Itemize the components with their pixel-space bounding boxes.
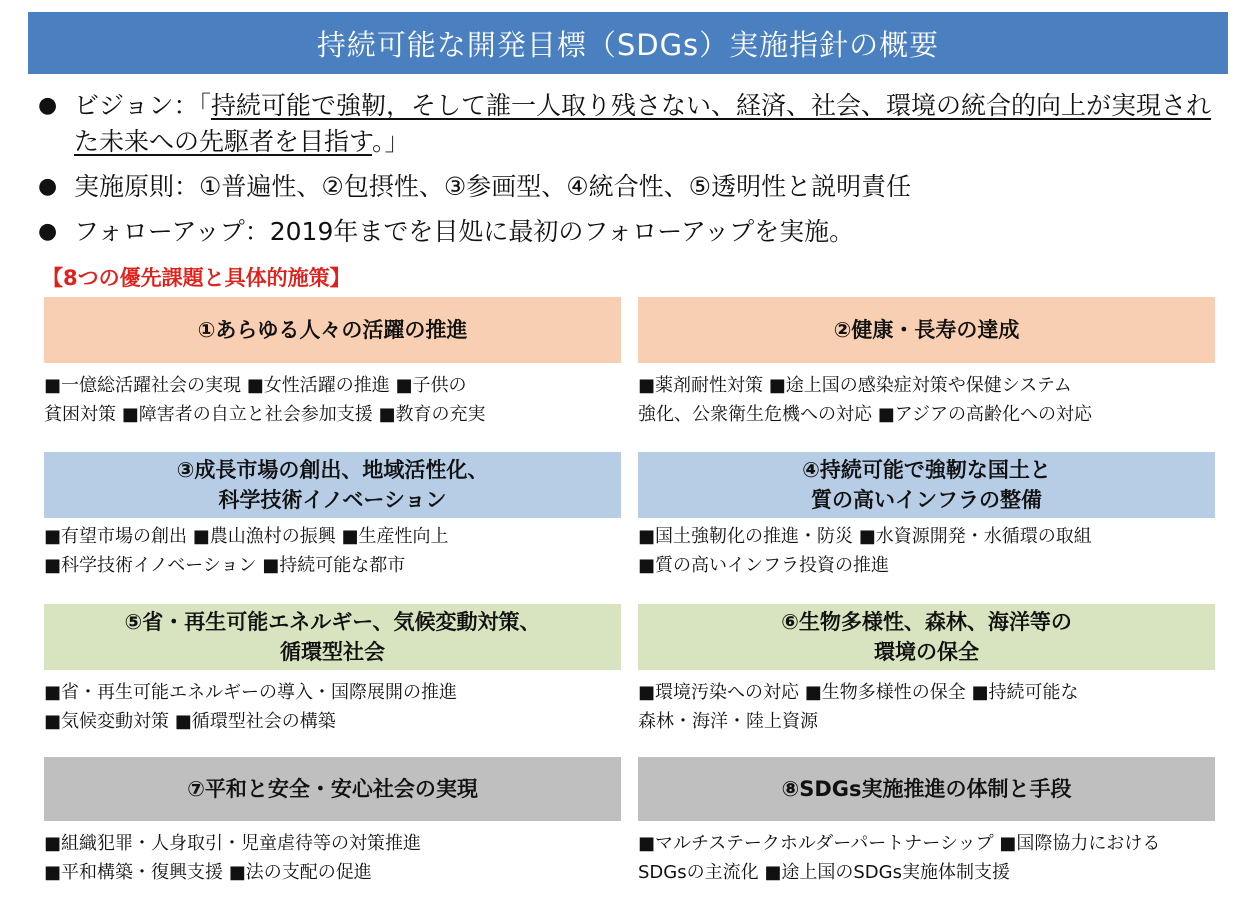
bullet-icon: ● <box>38 219 58 244</box>
bullet-vision <box>38 88 1228 160</box>
section-heading: 【8つの優先課題と具体的施策】 <box>42 266 351 290</box>
priority-card-4 <box>638 452 1215 580</box>
principles-text: 実施原則：①普遍性、②包摂性、③参画型、④統合性、⑤透明性と説明責任 <box>74 172 912 201</box>
priority-title: ③成長市場の創出、地域活性化、 科学技術イノベーション <box>44 452 621 518</box>
priority-card-7 <box>44 757 621 887</box>
bullet-followup <box>38 214 1228 250</box>
priority-title: ⑦平和と安全・安心社会の実現 <box>44 757 621 821</box>
priority-card-8 <box>638 757 1215 887</box>
priority-measures: ■マルチステークホルダーパートナーシップ ■国際協力における SDGsの主流化 ■途上国のSDGs実施体制支援 <box>638 833 1161 883</box>
priority-measures: ■薬剤耐性対策 ■途上国の感染症対策や保健システム 強化、公衆衛生危機への対応 ■アジアの高齢化への対応 <box>638 375 1093 425</box>
page-title: 持続可能な開発目標（SDGs）実施指針の概要 <box>28 12 1228 74</box>
bullet-icon: ● <box>38 174 58 199</box>
vision-end: 。」 <box>372 127 410 156</box>
priority-card-1 <box>44 297 621 429</box>
priority-title: ⑥生物多様性、森林、海洋等の 環境の保全 <box>638 604 1215 670</box>
followup-text: フォローアップ：2019年までを目処に最初のフォローアップを実施。 <box>74 217 855 246</box>
priority-title: ⑤省・再生可能エネルギー、気候変動対策、 循環型社会 <box>44 604 621 670</box>
priority-title: ①あらゆる人々の活躍の推進 <box>44 297 621 363</box>
bullet-icon: ● <box>38 93 58 118</box>
priority-card-3 <box>44 452 621 580</box>
priority-title: ⑧SDGs実施推進の体制と手段 <box>638 757 1215 821</box>
vision-text: 持続可能で強靭，そして誰一人取り残さない、経済、社会、環境の統合的向上が実現された未来への先駆者を目指す <box>74 91 1212 156</box>
priority-measures: ■組織犯罪・人身取引・児童虐待等の対策推進 ■平和構築・復興支援 ■法の支配の促進 <box>44 833 422 883</box>
priority-card-5 <box>44 604 621 736</box>
summary-bullets <box>38 88 1228 259</box>
priority-card-2 <box>638 297 1215 429</box>
priority-measures: ■有望市場の創出 ■農山漁村の振興 ■生産性向上 ■科学技術イノベーション ■持続可能な都市 <box>44 526 449 576</box>
priority-title: ②健康・長寿の達成 <box>638 297 1215 363</box>
vision-label: ビジョン：「 <box>74 91 212 120</box>
priority-card-6 <box>638 604 1215 736</box>
priority-measures: ■環境汚染への対応 ■生物多様性の保全 ■持続可能な 森林・海洋・陸上資源 <box>638 682 1079 732</box>
priority-measures: ■省・再生可能エネルギーの導入・国際展開の推進 ■気候変動対策 ■循環型社会の構築 <box>44 682 458 732</box>
priority-measures: ■国土強靭化の推進・防災 ■水資源開発・水循環の取組 ■質の高いインフラ投資の推進 <box>638 526 1092 576</box>
priority-measures: ■一億総活躍社会の実現 ■女性活躍の推進 ■子供の 貧困対策 ■障害者の自立と社会参加支援 ■教育の充実 <box>44 375 486 425</box>
priority-title: ④持続可能で強靭な国土と 質の高いインフラの整備 <box>638 452 1215 518</box>
bullet-principles <box>38 169 1228 205</box>
